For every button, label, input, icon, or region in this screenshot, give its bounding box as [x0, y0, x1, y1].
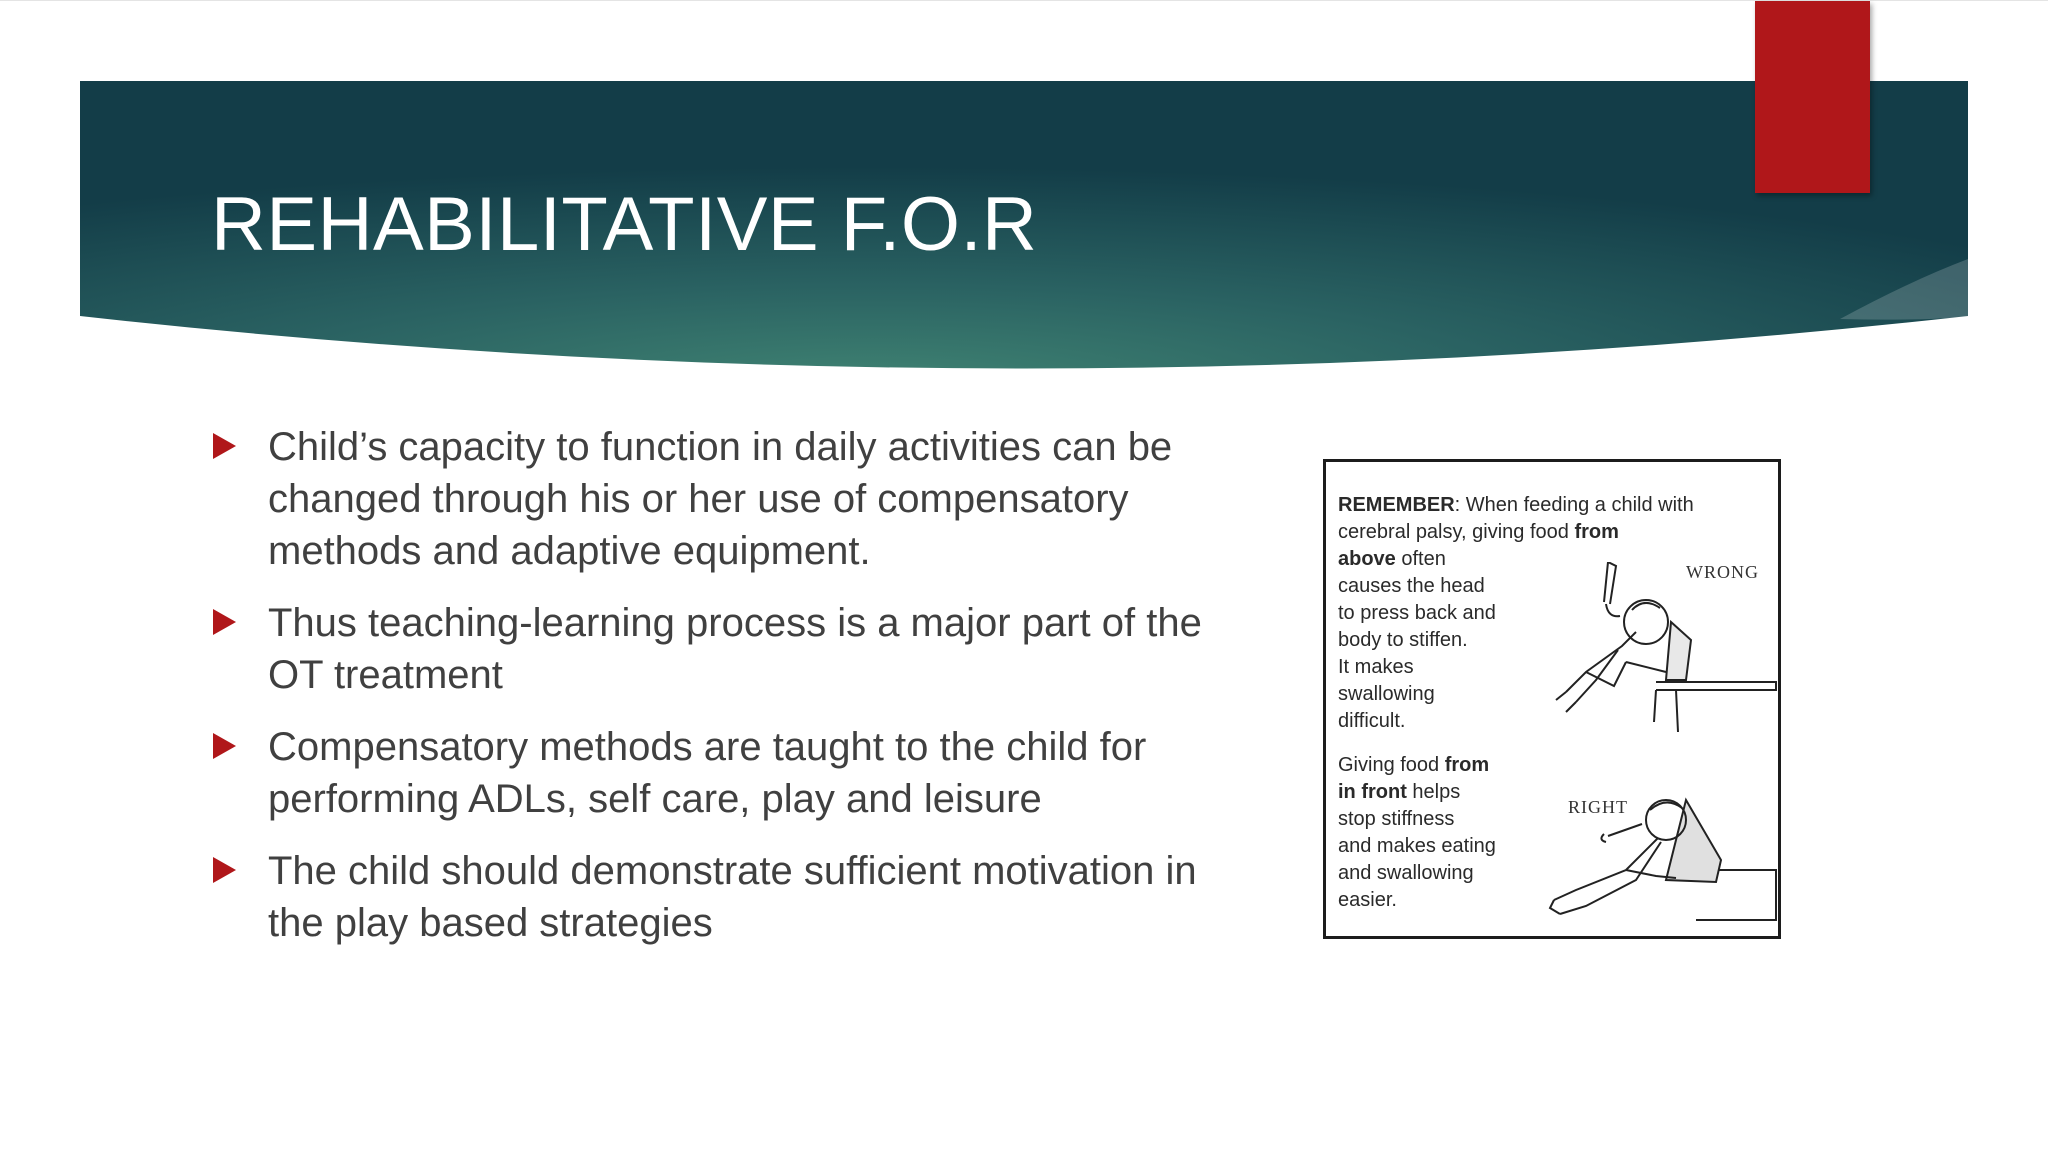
remember-label: REMEMBER [1338, 494, 1455, 516]
triangle-bullet-icon [213, 609, 236, 635]
right-line: and makes eating [1338, 835, 1496, 857]
bullet-text: The child should demonstrate sufficient motivation in the play based strategies [268, 849, 1197, 945]
from-label: from [1574, 521, 1619, 543]
wrong-text [1338, 546, 1496, 735]
bullet-text: Compensatory methods are taught to the child for performing ADLs, self care, play and leisure [268, 725, 1147, 821]
bullet-item [210, 721, 1250, 825]
triangle-bullet-icon [213, 857, 236, 883]
wrong-feeding-drawing [1526, 562, 1778, 752]
bullet-item [210, 421, 1250, 577]
right-line: Giving food from [1338, 754, 1490, 776]
remember-text [1338, 492, 1768, 546]
right-line: in front helps [1338, 781, 1461, 803]
wrong-line: above often [1338, 548, 1446, 570]
bullet-text: Child’s capacity to function in daily activities can be changed through his or her use of compensatory methods and adaptive equipment. [268, 425, 1173, 573]
wrong-label: WRONG [1686, 562, 1759, 582]
intro-text: : When feeding a child with cerebral palsy, giving food [1338, 494, 1694, 543]
wrong-line: It makes [1338, 656, 1414, 678]
wrong-line: body to stiffen. [1338, 629, 1468, 651]
right-label: RIGHT [1568, 797, 1628, 817]
wrong-line: difficult. [1338, 710, 1406, 732]
bullet-text: Thus teaching-learning process is a major part of the OT treatment [268, 601, 1202, 697]
right-line: and swallowing [1338, 862, 1474, 884]
right-feeding-drawing [1546, 780, 1778, 930]
bullet-item [210, 845, 1250, 949]
wrong-line: causes the head [1338, 575, 1485, 597]
slide-title: REHABILITATIVE F.O.R [211, 182, 1038, 267]
feeding-illustration [1323, 459, 1781, 939]
bullet-item [210, 597, 1250, 701]
above-label: above [1338, 548, 1396, 570]
right-line: easier. [1338, 889, 1397, 911]
wrong-line: swallowing [1338, 683, 1435, 705]
right-line: stop stiffness [1338, 808, 1455, 830]
right-text [1338, 752, 1496, 914]
bullet-list [210, 421, 1250, 969]
triangle-bullet-icon [213, 433, 236, 459]
wrong-line: to press back and [1338, 602, 1496, 624]
triangle-bullet-icon [213, 733, 236, 759]
accent-tab [1755, 1, 1870, 193]
